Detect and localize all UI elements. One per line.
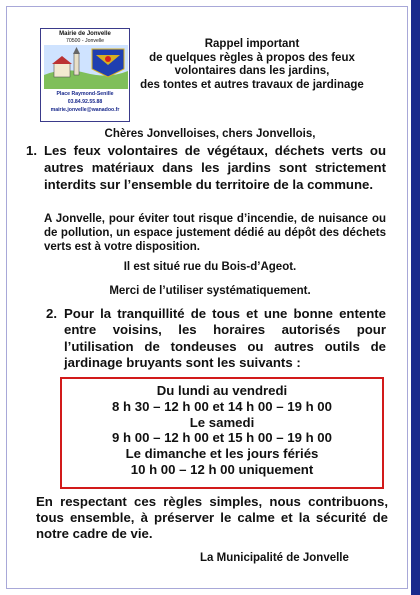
weekday-hours: 8 h 30 – 12 h 00 et 14 h 00 – 19 h 00 bbox=[112, 398, 332, 414]
rule-1 bbox=[26, 143, 386, 193]
greeting: Chères Jonvelloises, chers Jonvellois, bbox=[104, 128, 316, 140]
logo-zip: 70500 - Jonvelle bbox=[65, 38, 105, 44]
saturday-hours: 9 h 00 – 12 h 00 et 15 h 00 – 19 h 00 bbox=[112, 430, 332, 446]
header-line-2: de quelques règles à propos des feux bbox=[149, 51, 355, 64]
rule-2-number: 2. bbox=[46, 306, 57, 321]
logo-address: Place Raymond-Senille bbox=[56, 91, 114, 97]
saturday-label: Le samedi bbox=[189, 414, 255, 430]
header-line-4: des tontes et autres travaux de jardinage bbox=[140, 78, 364, 91]
rule-2 bbox=[46, 306, 386, 372]
green-waste-paragraph: A Jonvelle, pour éviter tout risque d’incendie, de nuisance ou de pollution, un espace justement dédié au dépôt des déchets verts est à votre disposition. bbox=[44, 213, 386, 254]
village-illustration-icon bbox=[44, 45, 128, 89]
header-line-1: Rappel important bbox=[204, 38, 300, 50]
hours-box bbox=[60, 377, 384, 489]
closing-paragraph: En respectant ces règles simples, nous contribuons, tous ensemble, à préserver le calme et la sécurité de notre cadre de vie. bbox=[36, 494, 388, 542]
rule-1-text: Les feux volontaires de végétaux, déchets verts ou autres matériaux dans les jardins sont strictement interdits sur l’ensemble du territoire de la commune. bbox=[44, 143, 386, 192]
sunday-label: Le dimanche et les jours fériés bbox=[125, 446, 319, 462]
logo-phone: 03.84.92.55.88 bbox=[67, 99, 103, 105]
sunday-hours: 10 h 00 – 12 h 00 uniquement bbox=[130, 461, 314, 477]
town-hall-logo bbox=[40, 28, 130, 122]
right-stripe bbox=[411, 0, 420, 595]
logo-email: mairie.jonvelle@wanadoo.fr bbox=[50, 107, 120, 113]
green-waste-location: Il est situé rue du Bois-d’Ageot. bbox=[123, 261, 297, 273]
green-waste-thanks: Merci de l’utiliser systématiquement. bbox=[109, 285, 311, 297]
notice-header bbox=[132, 38, 372, 92]
rule-1-number: 1. bbox=[26, 143, 37, 158]
logo-title: Mairie de Jonvelle bbox=[59, 31, 111, 37]
signature: La Municipalité de Jonvelle bbox=[200, 552, 349, 564]
rule-2-text: Pour la tranquillité de tous et une bonne entente entre voisins, les horaires autorisés pour l’utilisation de tondeuses ou autres outils de jardinage bruyants sont les suivants : bbox=[64, 306, 386, 371]
header-line-3: volontaires dans les jardins, bbox=[174, 65, 330, 77]
weekday-label: Du lundi au vendredi bbox=[156, 383, 288, 398]
